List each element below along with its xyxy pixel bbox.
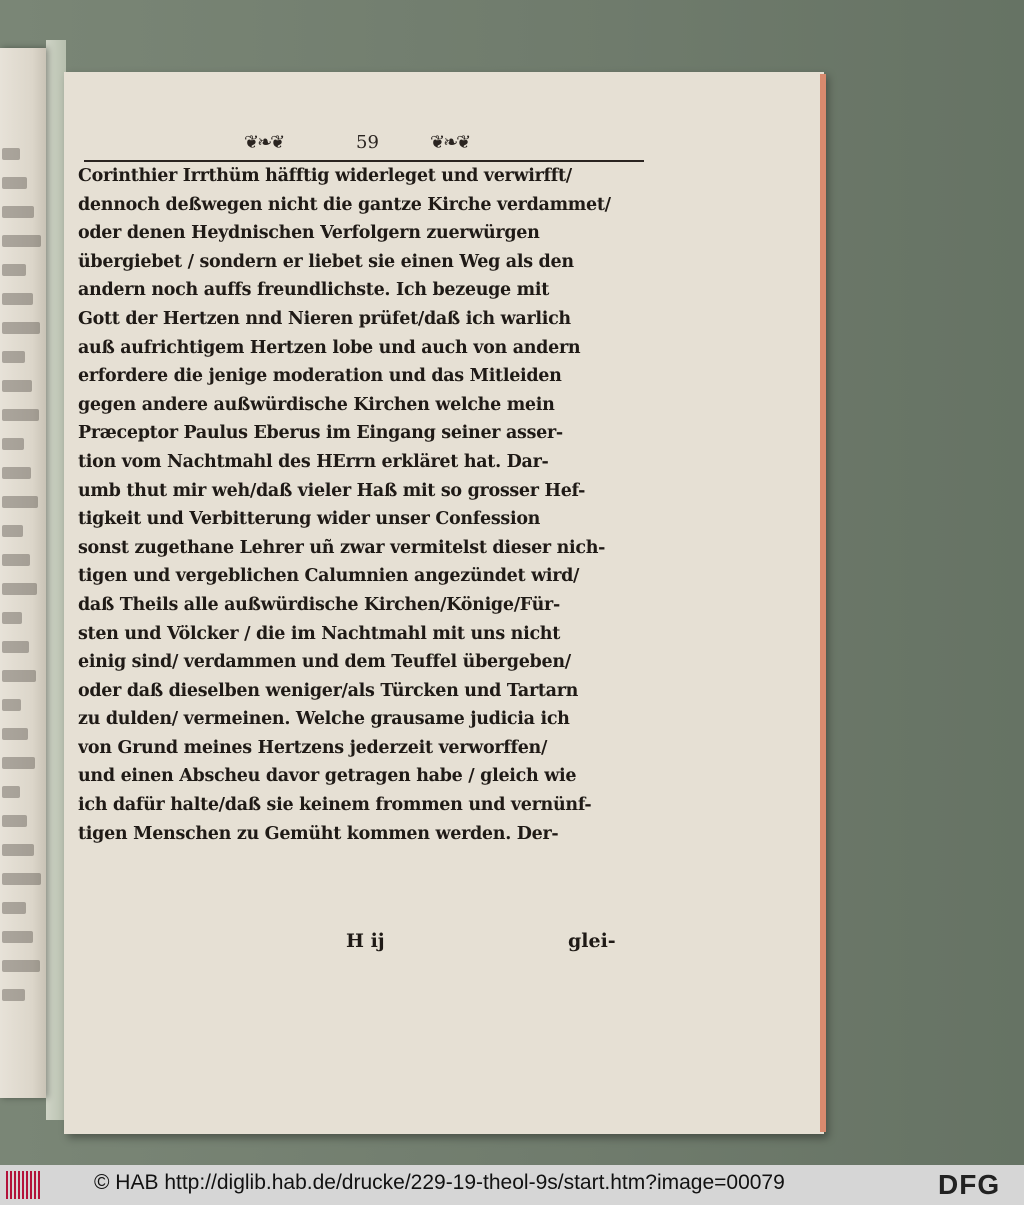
page-edge-red: [820, 74, 826, 1132]
page-number: 59: [356, 132, 379, 153]
text-line: Gott der Hertzen nnd Nieren prüfet/daß ich warlich: [78, 308, 571, 329]
page-footer: [78, 930, 638, 960]
page-header: [84, 130, 644, 160]
text-line: daß Theils alle außwürdische Kirchen/Könige/Für-: [78, 594, 560, 615]
previous-page-text-line: [2, 844, 34, 856]
previous-page-text-line: [2, 293, 33, 305]
barcode-bar: [26, 1171, 28, 1199]
previous-page-text-line: [2, 757, 35, 769]
text-line: Præceptor Paulus Eberus im Eingang seiner asser-: [78, 423, 563, 444]
previous-page-text-line: [2, 148, 20, 160]
text-line: sonst zugethane Lehrer uñ zwar vermitelst dieser nich-: [78, 537, 606, 558]
text-line: von Grund meines Hertzens jederzeit verworffen/: [78, 737, 548, 758]
previous-page-text-line: [2, 496, 38, 508]
text-line: tion vom Nachtmahl des HErrn erkläret hat. Dar-: [78, 451, 549, 472]
header-ornament-left: ❦❧❦: [244, 132, 284, 153]
text-line: auß aufrichtigem Hertzen lobe und auch von andern: [78, 337, 581, 358]
previous-page-text-line: [2, 931, 33, 943]
previous-page-text-line: [2, 989, 25, 1001]
previous-page-text-line: [2, 873, 41, 885]
text-line: sten und Völcker / die im Nachtmahl mit uns nicht: [78, 623, 561, 644]
barcode-bar: [6, 1171, 8, 1199]
text-line: tigen und vergeblichen Calumnien angezündet wird/: [78, 566, 580, 587]
previous-page-text-line: [2, 467, 31, 479]
text-line: einig sind/ verdammen und dem Teuffel übergeben/: [78, 652, 571, 673]
dfg-logo: DFG: [938, 1169, 1001, 1200]
barcode-bar: [30, 1171, 32, 1199]
source-credit[interactable]: © HAB http://diglib.hab.de/drucke/229-19-theol-9s/start.htm?image=00079: [94, 1171, 785, 1194]
previous-page-text-line: [2, 351, 25, 363]
previous-page-sliver: [0, 48, 46, 1098]
previous-page-text-line: [2, 525, 23, 537]
previous-page-text-line: [2, 670, 36, 682]
text-line: oder daß dieselben weniger/als Türcken und Tartarn: [78, 680, 579, 701]
text-line: und einen Abscheu davor getragen habe / gleich wie: [78, 766, 577, 787]
text-line: ich dafür halte/daß sie keinem frommen und vernünf-: [78, 795, 592, 816]
text-line: dennoch deßwegen nicht die gantze Kirche verdammet/: [78, 194, 611, 215]
previous-page-text-line: [2, 554, 30, 566]
previous-page-text-line: [2, 699, 21, 711]
text-line: tigkeit und Verbitterung wider unser Confession: [78, 509, 541, 530]
book-edge: [46, 40, 66, 1120]
text-line: übergiebet / sondern er liebet sie einen Weg als den: [78, 251, 574, 272]
previous-page-text-line: [2, 728, 28, 740]
barcode-bar: [22, 1171, 24, 1199]
text-line: Corinthier Irrthüm häfftig widerleget und verwirfft/: [78, 166, 572, 186]
text-line: erfordere die jenige moderation und das Mitleiden: [78, 366, 562, 387]
previous-page-text-line: [2, 206, 34, 218]
barcode-bar: [38, 1171, 40, 1199]
previous-page-text-line: [2, 235, 41, 247]
previous-page-text-line: [2, 380, 32, 392]
barcode-bar: [34, 1171, 36, 1199]
previous-page-text-line: [2, 815, 27, 827]
book-page: [64, 72, 824, 1134]
previous-page-text-line: [2, 786, 20, 798]
barcode-bar: [18, 1171, 20, 1199]
body-text: [78, 162, 638, 848]
text-line: zu dulden/ vermeinen. Welche grausame judicia ich: [78, 709, 570, 730]
hab-barcode-icon: [6, 1171, 46, 1199]
previous-page-text-line: [2, 612, 22, 624]
previous-page-text-line: [2, 583, 37, 595]
text-line: tigen Menschen zu Gemüht kommen werden. Der-: [78, 823, 559, 844]
text-line: oder denen Heydnischen Verfolgern zuerwürgen: [78, 223, 540, 244]
text-line: andern noch auffs freundlichste. Ich bezeuge mit: [78, 280, 550, 301]
previous-page-text-line: [2, 264, 26, 276]
barcode-bar: [10, 1171, 12, 1199]
text-line: gegen andere außwürdische Kirchen welche mein: [78, 394, 555, 415]
catchword: glei-: [568, 930, 616, 952]
previous-page-text-line: [2, 177, 27, 189]
previous-page-text-line: [2, 960, 40, 972]
text-line: umb thut mir weh/daß vieler Haß mit so grosser Hef-: [78, 480, 586, 501]
previous-page-text-line: [2, 641, 29, 653]
viewer-footer-bar: [0, 1165, 1024, 1205]
signature-mark: H ij: [346, 930, 385, 952]
barcode-bar: [14, 1171, 16, 1199]
previous-page-text-line: [2, 409, 39, 421]
header-ornament-right: ❦❧❦: [430, 132, 470, 153]
previous-page-text-line: [2, 438, 24, 450]
previous-page-text-line: [2, 322, 40, 334]
previous-page-text-line: [2, 902, 26, 914]
